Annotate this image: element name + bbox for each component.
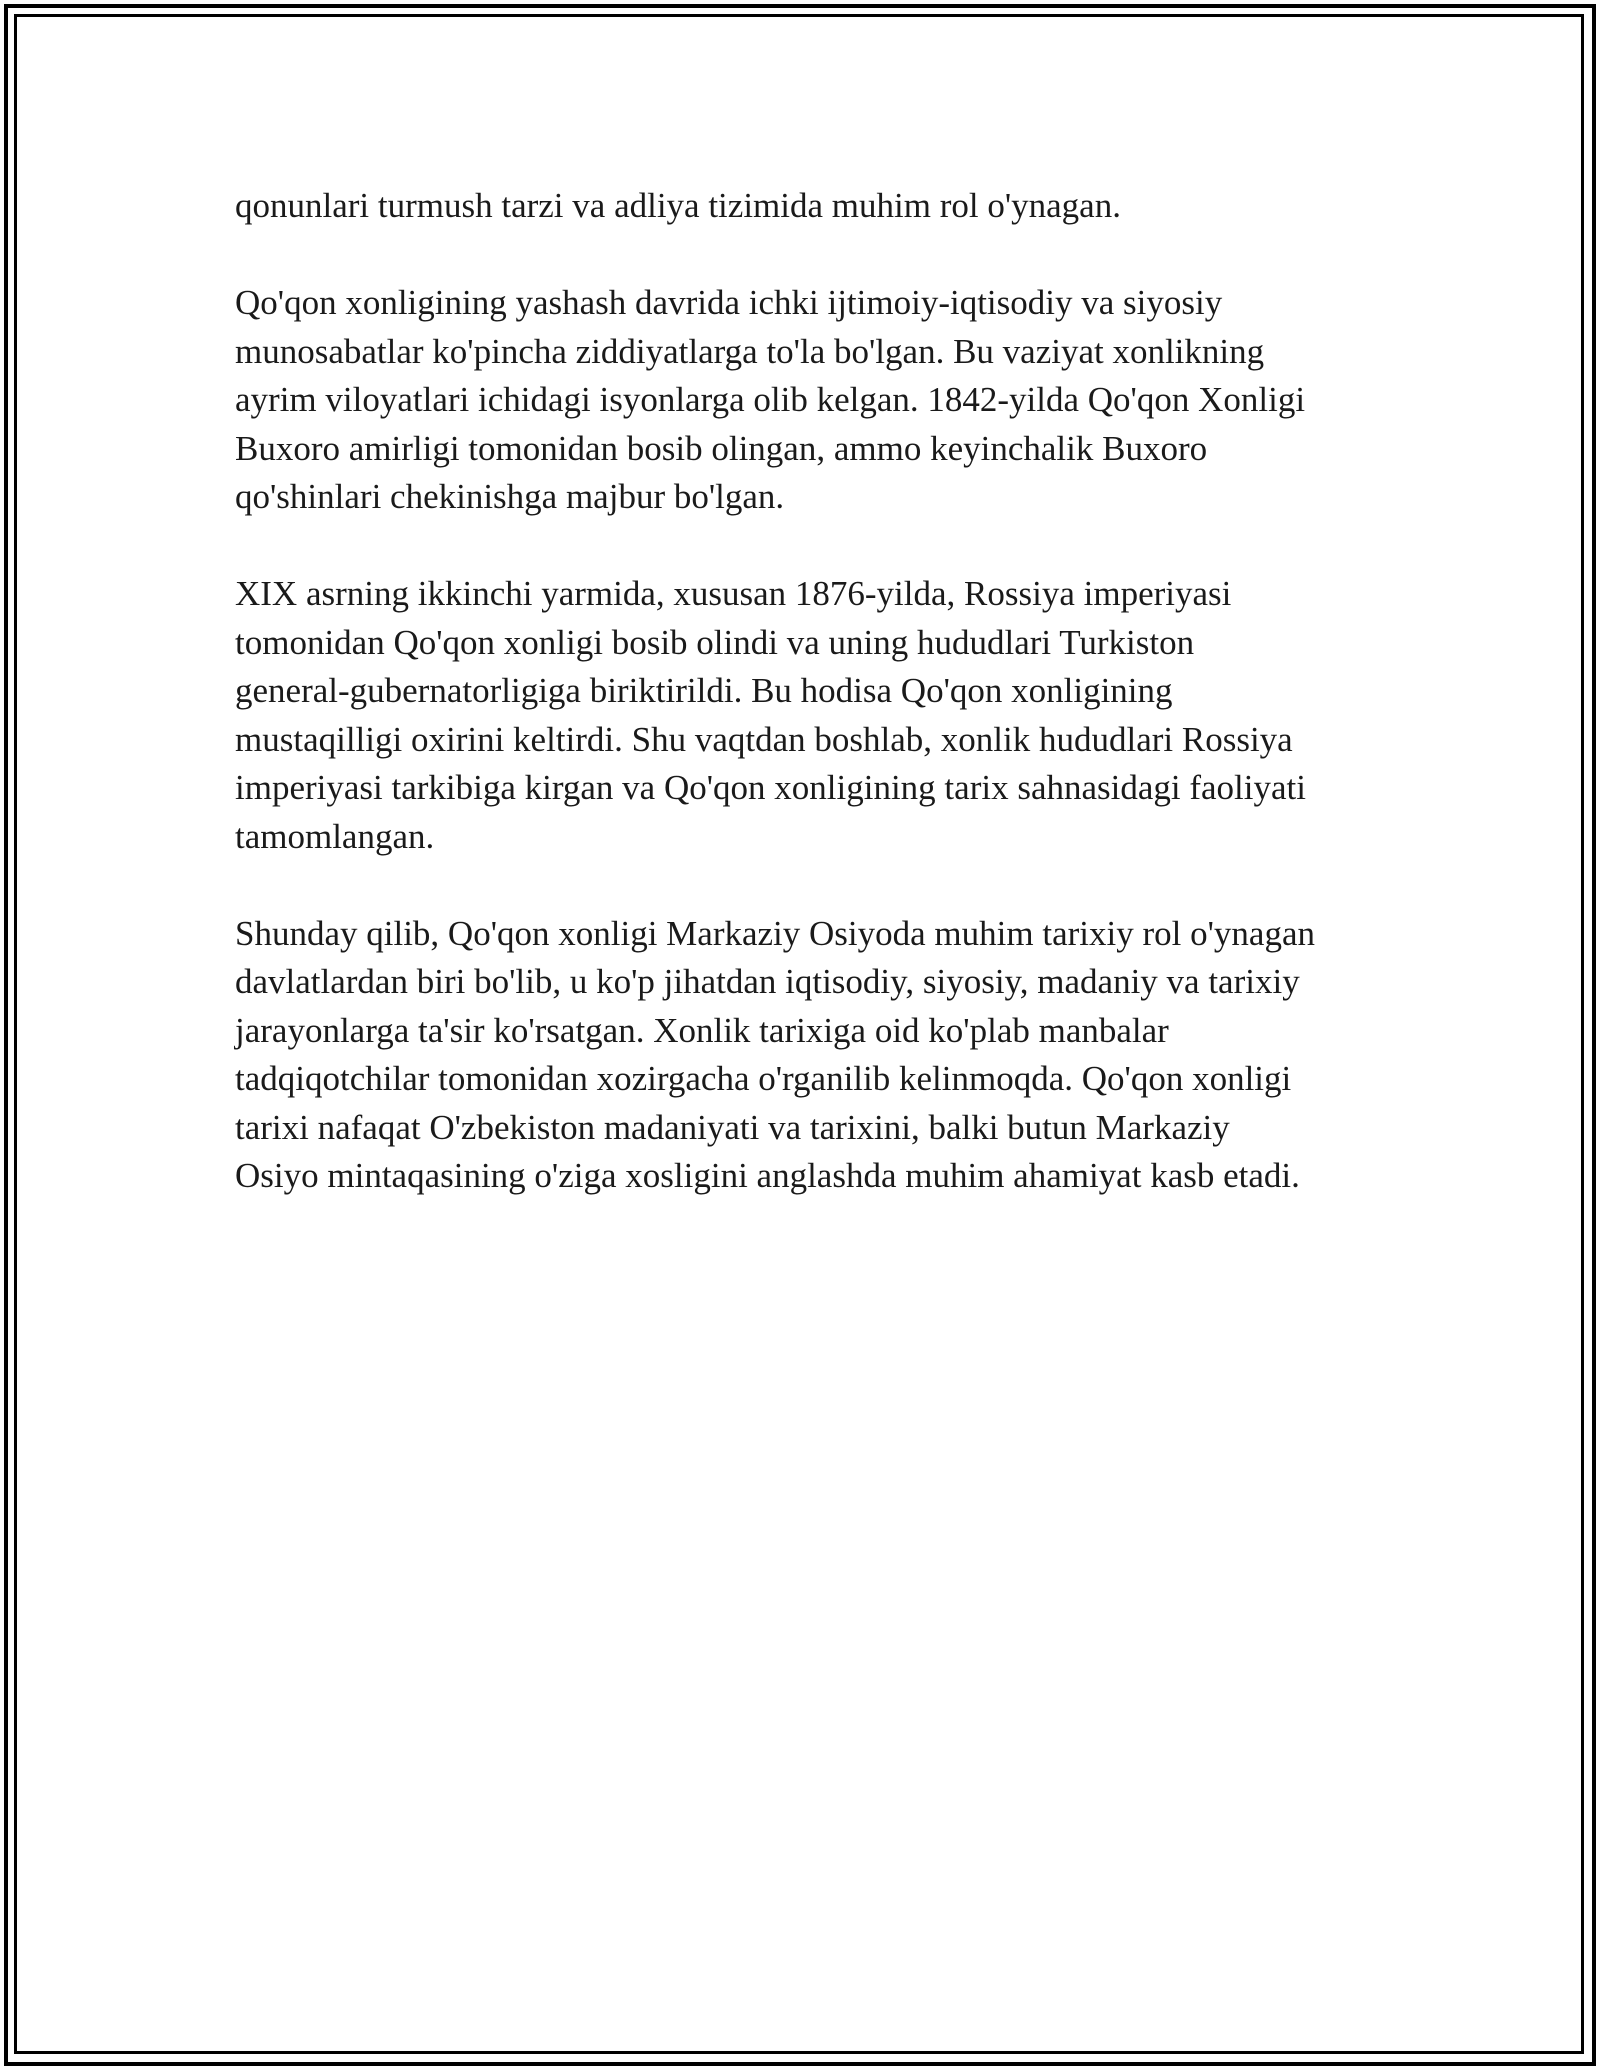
paragraph-2 — [235, 279, 1385, 522]
text-line: tamomlangan. — [235, 816, 435, 856]
text-line: mustaqilligi oxirini keltirdi. Shu vaqtdan boshlab, xonlik hududlari Rossiya — [235, 719, 1293, 759]
text-line: Shunday qilib, Qo'qon xonligi Markaziy Osiyoda muhim tarixiy rol o'ynagan — [235, 913, 1315, 953]
text-line: imperiyasi tarkibiga kirgan va Qo'qon xonligining tarix sahnasidagi faoliyati — [235, 768, 1306, 807]
text-line: Buxoro amirligi tomonidan bosib olingan, ammo keyinchalik Buxoro — [235, 428, 1208, 468]
paragraph-4 — [235, 910, 1385, 1201]
document-body — [235, 182, 1385, 1249]
text-line: jarayonlarga ta'sir ko'rsatgan. Xonlik tarixiga oid ko'plab manbalar — [235, 1010, 1169, 1050]
text-line: tomonidan Qo'qon xonligi bosib olindi va uning hududlari Turkiston — [235, 622, 1195, 662]
text-line: Qo'qon xonligining yashash davrida ichki ijtimoiy-iqtisodiy va siyosiy — [235, 283, 1223, 322]
text-line: munosabatlar ko'pincha ziddiyatlarga to'la bo'lgan. Bu vaziyat xonlikning — [235, 331, 1265, 371]
text-line: Osiyo mintaqasining o'ziga xosligini anglashda muhim ahamiyat kasb etadi. — [235, 1156, 1300, 1195]
text-line: tarixi nafaqat O'zbekiston madaniyati va tarixini, balki butun Markaziy — [235, 1107, 1230, 1147]
text-line: XIX asrning ikkinchi yarmida, xususan 1876-yilda, Rossiya imperiyasi — [235, 574, 1232, 613]
text-line: tadqiqotchilar tomonidan xozirgacha o'rganilib kelinmoqda. Qo'qon xonligi — [235, 1059, 1292, 1098]
text-line: davlatlardan biri bo'lib, u ko'p jihatdan iqtisodiy, siyosiy, madaniy va tarixiy — [235, 962, 1300, 1001]
text-line: general-gubernatorligiga biriktirildi. Bu hodisa Qo'qon xonligining — [235, 671, 1173, 710]
text-line: qonunlari turmush tarzi va adliya tizimida muhim rol o'ynagan. — [235, 186, 1121, 225]
text-line: qo'shinlari chekinishga majbur bo'lgan. — [235, 477, 785, 516]
paragraph-3 — [235, 570, 1385, 861]
paragraph-1 — [235, 182, 1385, 231]
text-line: ayrim viloyatlari ichidagi isyonlarga olib kelgan. 1842-yilda Qo'qon Xonligi — [235, 380, 1306, 419]
